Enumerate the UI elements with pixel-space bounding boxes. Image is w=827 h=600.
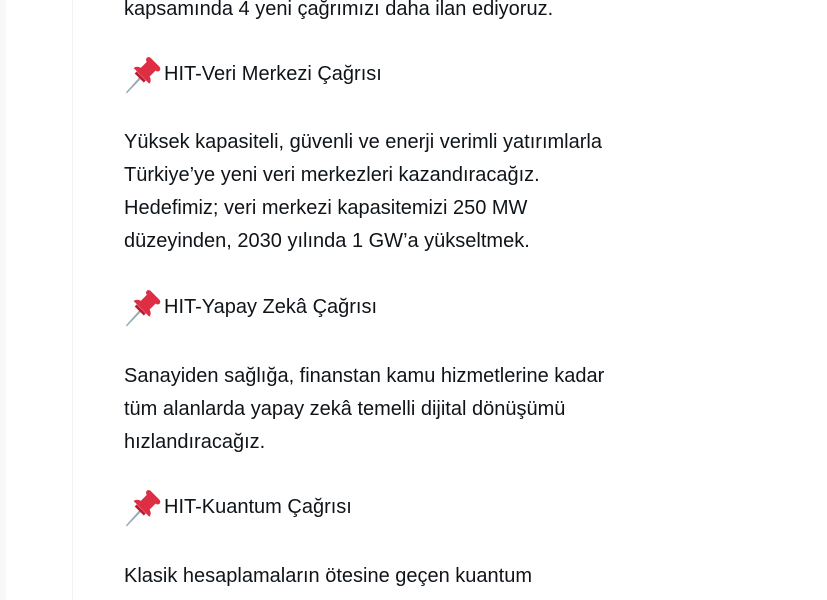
section-title: HIT-Kuantum Çağrısı: [164, 496, 352, 518]
pushpin-icon: [122, 288, 162, 328]
body-line: Türkiye’ye yeni veri merkezleri kazandıracağız.: [124, 164, 540, 186]
section-body-kuantum: [124, 560, 532, 593]
section-title: HIT-Yapay Zekâ Çağrısı: [164, 296, 378, 318]
body-line: Klasik hesaplamaların ötesine geçen kuantum: [124, 565, 533, 587]
section-body-veri-merkezi: [124, 126, 602, 258]
section-heading-kuantum: [124, 491, 352, 524]
pushpin-icon: [122, 488, 162, 528]
body-line: hızlandıracağız.: [124, 431, 266, 453]
left-rail: [0, 0, 6, 600]
body-line: düzeyinden, 2030 yılında 1 GW’a yükseltmek.: [124, 230, 530, 252]
section-body-yapay-zeka: [124, 360, 604, 459]
section-heading-yapay-zeka: [124, 291, 377, 324]
section-heading-veri-merkezi: [124, 58, 382, 91]
pushpin-icon: [122, 55, 162, 95]
body-line: Yüksek kapasiteli, güvenli ve enerji verimli yatırımlarla: [124, 131, 602, 153]
body-line: tüm alanlarda yapay zekâ temelli dijital dönüşümü: [124, 398, 566, 420]
intro-line: kapsamında 4 yeni çağrımızı daha ilan ediyoruz.: [124, 0, 554, 20]
section-title: HIT-Veri Merkezi Çağrısı: [164, 63, 382, 85]
body-line: Hedefimiz; veri merkezi kapasitemizi 250 MW: [124, 197, 528, 219]
body-line: Sanayiden sağlığa, finanstan kamu hizmetlerine kadar: [124, 365, 605, 387]
thread-line: [72, 0, 73, 600]
